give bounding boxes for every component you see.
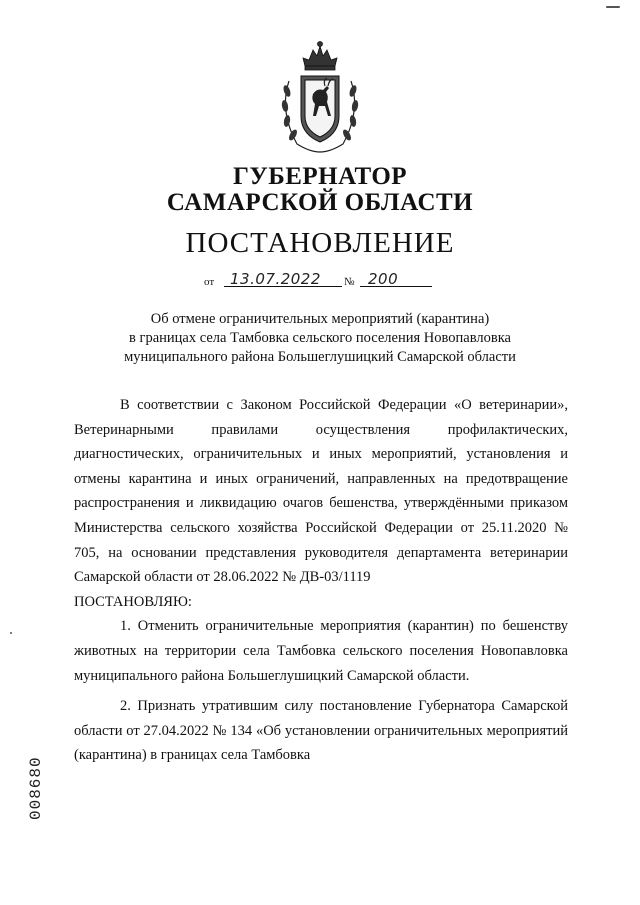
resolve-word: ПОСТАНОВЛЯЮ: <box>74 593 192 610</box>
crown-icon <box>303 42 337 71</box>
preamble-paragraph: В соответствии с Законом Российской Федерации «О ветеринарии», Ветеринарными правилами осуществления профилактических, диагностических, ограничительных и иных мероприятий, установления и отмены карантина и иных ограничений, направленных на предотвращение распространения и ликвидацию очагов бешенства, утверждёнными приказом Министерства сельского хозяйства Российской Федерации от 25.11.2020 № 705, на основании представления руководителя департамента ветеринарии Самарской области от 28.06.2022 № ДВ-03/1119 <box>74 397 568 586</box>
date-value: 13.07.2022 <box>230 270 321 288</box>
registration-number: 008680 <box>27 756 45 820</box>
subject-line: в границах села Тамбовка сельского поселения Новопавловка <box>129 330 511 346</box>
subject-line: Об отмене ограничительных мероприятий (карантина) <box>150 311 490 327</box>
dateline <box>204 268 444 290</box>
number-value: 200 <box>368 270 399 288</box>
scan-mark <box>606 6 620 8</box>
subject-line: муниципального района Большеглушицкий Самарской области <box>124 349 516 365</box>
date-prefix-label: от <box>204 276 215 288</box>
coat-of-arms-emblem <box>275 36 365 156</box>
clause-2: 2. Признать утратившим силу постановление Губернатора Самарской области от 27.04.2022 № 134 «Об установлении ограничительных мероприятий (карантина) в границах села Тамбовка <box>74 698 568 764</box>
clause-1: 1. Отменить ограничительные мероприятия (карантин) по бешенству животных на территории села Тамбовка сельского поселения Новопавловка муниципального района Большеглушицкий Самарской области. <box>74 618 568 684</box>
issuer-title-line2: САМАРСКОЙ ОБЛАСТИ <box>166 189 474 216</box>
issuer-title-line1: ГУБЕРНАТОР <box>232 163 408 190</box>
scan-speck <box>10 632 12 634</box>
document-body <box>74 393 568 768</box>
document-subject <box>90 310 550 367</box>
document-type: ПОСТАНОВЛЕНИЕ <box>185 227 455 259</box>
number-label: № <box>344 276 355 288</box>
